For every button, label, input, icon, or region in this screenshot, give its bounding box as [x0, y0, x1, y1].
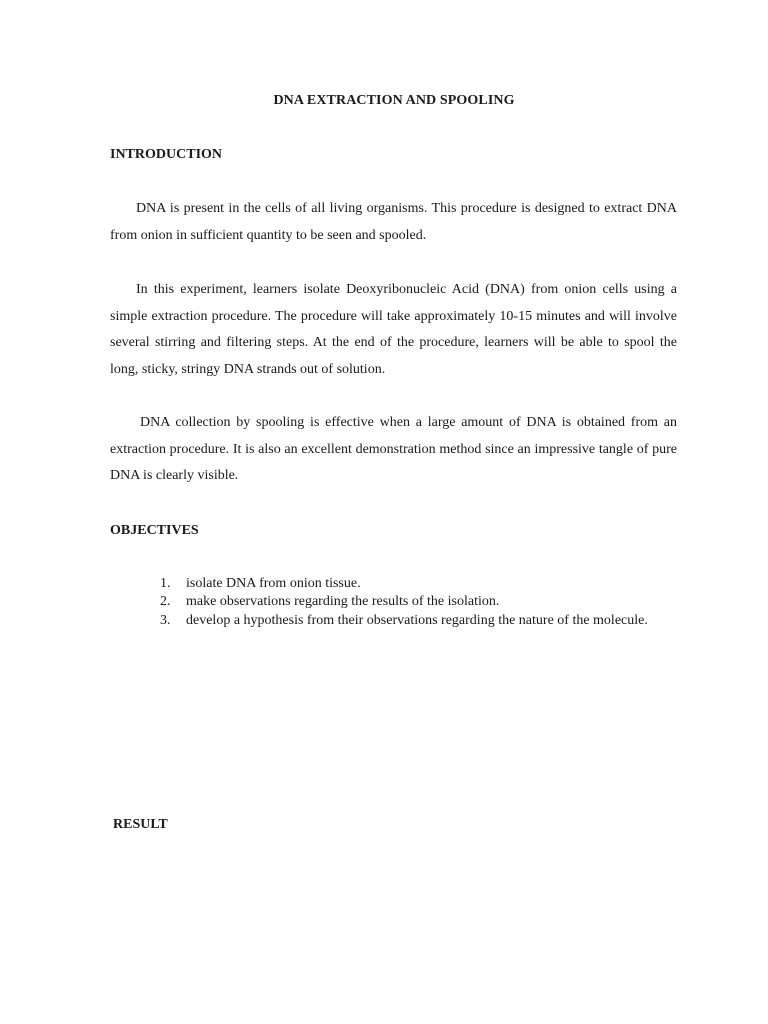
paragraph-text: In this experiment, learners isolate Deoxyribonucleic Acid (DNA) from onion cells using a simple extraction procedure. The procedure will take approximately 10-15 minutes and will involve several stirring and filtering steps. At the end of the procedure, learners will be able to spool the long, sticky, stringy DNA strands out of solution. — [110, 282, 677, 378]
paragraph-text: DNA collection by spooling is effective when a large amount of DNA is obtained from an extraction procedure. It is also an excellent demonstration method since an impressive tangle of pure DNA is clearly visible. — [110, 415, 677, 484]
intro-paragraph-2 — [110, 277, 677, 384]
list-item — [160, 607, 677, 634]
list-item-text: make observations regarding the results of the isolation. — [186, 594, 500, 609]
intro-paragraph-3 — [110, 410, 677, 490]
list-number: 2. — [160, 594, 171, 609]
list-number: 1. — [160, 576, 171, 591]
list-item-text: develop a hypothesis from their observations regarding the nature of the molecule. — [186, 613, 648, 628]
result-heading: RESULT — [113, 817, 168, 832]
list-item-text: isolate DNA from onion tissue. — [186, 576, 361, 591]
introduction-heading: INTRODUCTION — [110, 147, 223, 162]
document-title: DNA EXTRACTION AND SPOOLING — [273, 93, 515, 108]
list-item — [160, 575, 677, 593]
intro-paragraph-1 — [110, 196, 677, 249]
objectives-list — [160, 575, 677, 634]
list-number: 3. — [160, 613, 171, 628]
paragraph-text: DNA is present in the cells of all living organisms. This procedure is designed to extract DNA from onion in sufficient quantity to be seen and spooled. — [110, 201, 677, 243]
objectives-heading: OBJECTIVES — [110, 523, 199, 538]
